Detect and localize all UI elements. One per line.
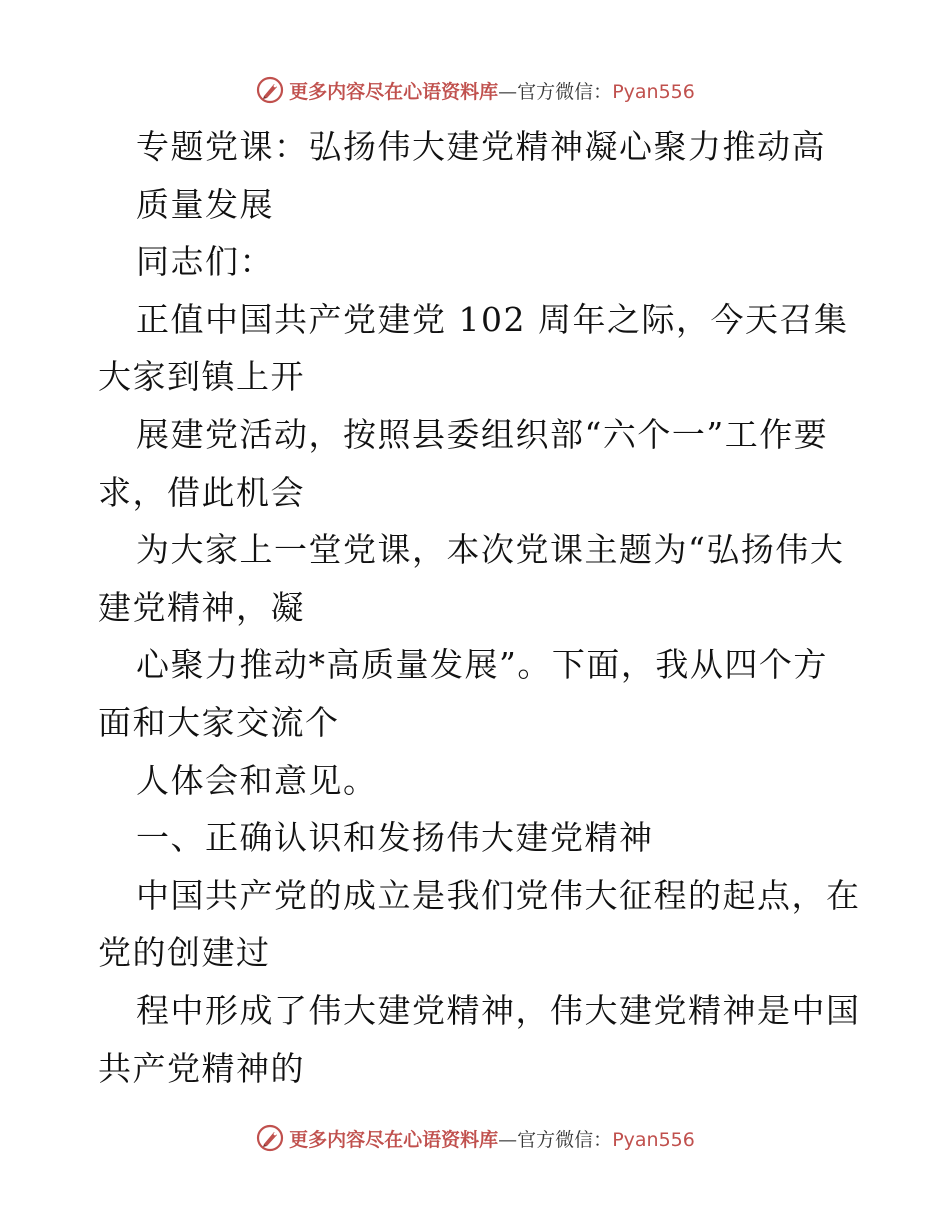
text-line: 大家到镇上开 <box>98 357 305 397</box>
text-line: 为大家上一堂党课，本次党课主题为“弘扬伟大 <box>136 530 845 570</box>
footer-watermark-banner <box>0 1118 950 1158</box>
watermark-wechat-id: Pyan556 <box>612 80 695 103</box>
text-line: 面和大家交流个 <box>98 702 340 742</box>
text-line: 党的创建过 <box>98 933 271 973</box>
watermark-text <box>289 77 695 104</box>
text-line: 专题党课：弘扬伟大建党精神凝心聚力推动高 <box>136 127 826 166</box>
text-line: 人体会和意见。 <box>136 760 378 800</box>
text-line: 质量发展 <box>136 184 274 224</box>
text-line: 中国共产党的成立是我们党伟大征程的起点，在 <box>136 875 861 915</box>
watermark-site-name: 更多内容尽在心语资料库 <box>289 1128 499 1151</box>
watermark-wechat-label: 官方微信： <box>517 1128 613 1151</box>
text-line: 展建党活动，按照县委组织部“六个一”工作要 <box>136 414 829 454</box>
watermark-wechat-label: 官方微信： <box>517 80 613 103</box>
pen-nib-logo-icon <box>255 1123 285 1153</box>
pen-nib-logo-icon <box>255 75 285 105</box>
text-line: 心聚力推动*高质量发展”。下面，我从四个方 <box>136 645 828 685</box>
text-line: 正值中国共产党建党 102 周年之际，今天召集 <box>136 299 849 339</box>
header-watermark-banner <box>0 70 950 110</box>
watermark-separator: — <box>498 1128 518 1151</box>
text-line: 求，借此机会 <box>98 472 305 512</box>
watermark-separator: — <box>498 80 518 103</box>
text-line: 同志们： <box>136 242 274 282</box>
text-line: 程中形成了伟大建党精神，伟大建党精神是中国 <box>136 990 861 1030</box>
document-body <box>98 118 861 1097</box>
watermark-site-name: 更多内容尽在心语资料库 <box>289 80 499 103</box>
watermark-text <box>289 1125 695 1152</box>
watermark-wechat-id: Pyan556 <box>612 1128 695 1151</box>
text-line: 建党精神，凝 <box>98 587 305 627</box>
text-line: 一、正确认识和发扬伟大建党精神 <box>136 818 654 858</box>
text-line: 共产党精神的 <box>98 1048 305 1088</box>
